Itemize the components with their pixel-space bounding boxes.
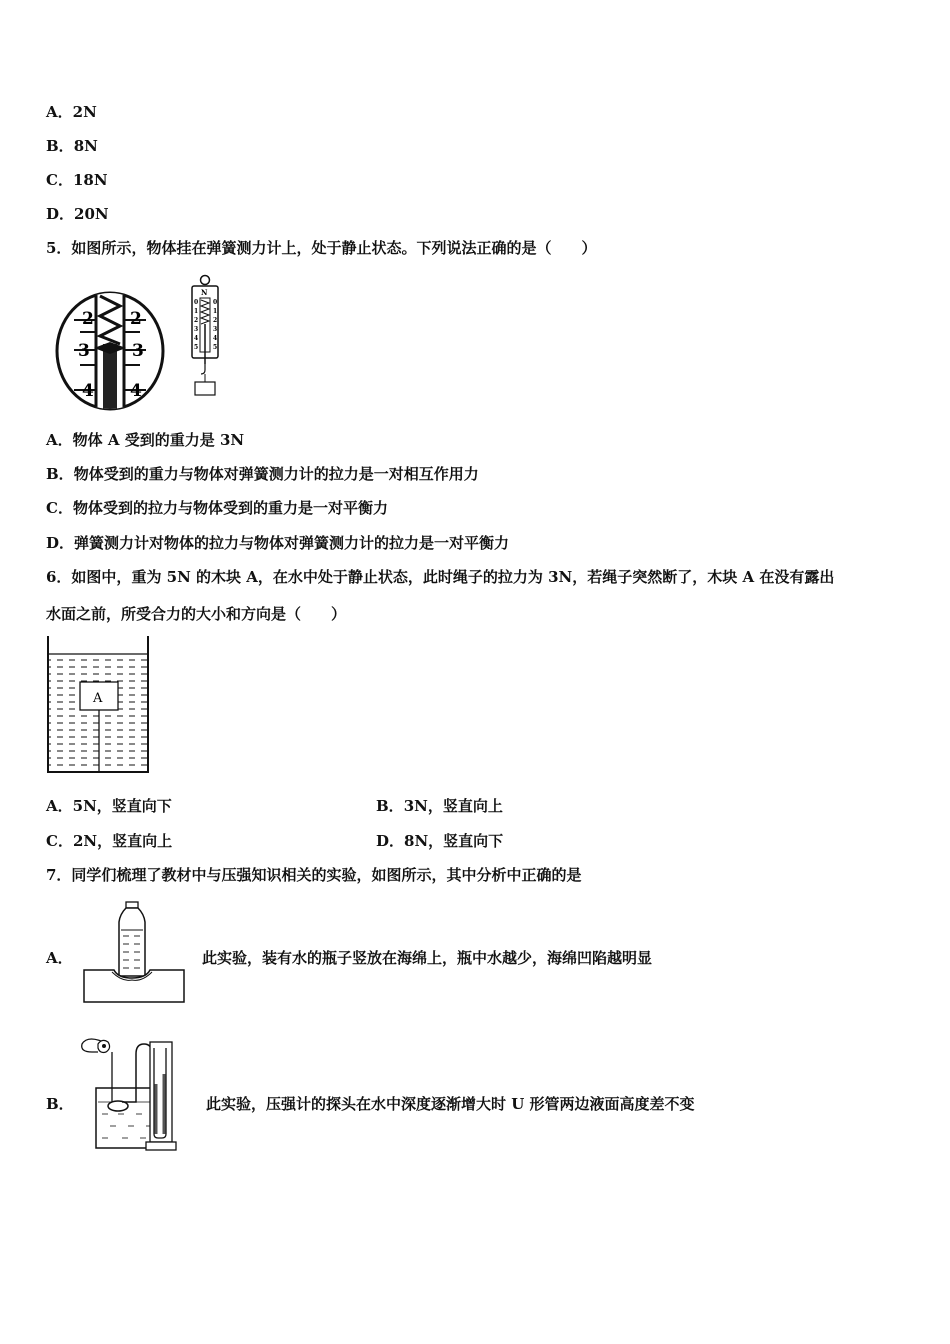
q7-option-b-text: 此实验，压强计的探头在水中深度逐渐增大时 U 形管两边液面高度差不变 (206, 1095, 695, 1113)
q4-option-c: C．18N (46, 171, 108, 189)
block-label: A (93, 691, 103, 706)
svg-text:0: 0 (194, 299, 199, 306)
q6-stem-line1: 6．如图中，重为 5N 的木块 A，在水中处于静止状态，此时绳子的拉力为 3N，若绳子突然断了，木块 A 在没有露出 (46, 568, 835, 586)
zoom-mark: 3 (132, 341, 144, 361)
svg-text:3: 3 (194, 326, 199, 333)
zoom-mark: 4 (82, 381, 94, 401)
q7-stem: 7．同学们梳理了教材中与压强知识相关的实验，如图所示，其中分析中正确的是 (46, 866, 582, 884)
zoom-mark: 2 (130, 309, 142, 329)
svg-text:5: 5 (213, 344, 218, 351)
q7-option-b-label: B． (46, 1095, 74, 1113)
water-tank-figure (44, 636, 152, 776)
zoom-mark: 4 (130, 381, 142, 401)
q5-option-c: C．物体受到的拉力与物体受到的重力是一对平衡力 (46, 499, 388, 517)
q7-option-a-label: A． (46, 949, 73, 967)
pressure-gauge-figure (78, 1030, 184, 1158)
q4-option-a: A．2N (46, 103, 97, 121)
spring-scale-figure (186, 274, 226, 398)
q7-option-a-text: 此实验，装有水的瓶子竖放在海绵上，瓶中水越少，海绵凹陷越明显 (202, 949, 653, 967)
svg-text:4: 4 (194, 335, 199, 342)
svg-text:2: 2 (213, 317, 218, 324)
q5-stem: 5．如图所示，物体挂在弹簧测力计上，处于静止状态。下列说法正确的是（ ） (46, 239, 597, 257)
bottle-on-sponge-figure (82, 900, 188, 1004)
q6-stem-line2: 水面之前，所受合力的大小和方向是（ ） (46, 605, 347, 623)
q5-option-d: D．弹簧测力计对物体的拉力与物体对弹簧测力计的拉力是一对平衡力 (46, 534, 510, 552)
q6-option-d: D．8N，竖直向下 (376, 832, 504, 850)
q5-option-a: A．物体 A 受到的重力是 3N (46, 431, 245, 449)
svg-text:2: 2 (194, 317, 199, 324)
svg-text:0: 0 (213, 299, 218, 306)
spring-scale-zoom-figure (54, 290, 166, 412)
svg-text:3: 3 (213, 326, 218, 333)
hook-letter: N (201, 288, 208, 297)
q6-option-b: B．3N，竖直向上 (376, 797, 503, 815)
q6-option-c: C．2N，竖直向上 (46, 832, 173, 850)
zoom-mark: 3 (78, 341, 90, 361)
svg-text:4: 4 (213, 335, 218, 342)
q5-option-b: B．物体受到的重力与物体对弹簧测力计的拉力是一对相互作用力 (46, 465, 479, 483)
q4-option-b: B．8N (46, 137, 98, 155)
q4-option-d: D．20N (46, 205, 109, 223)
zoom-mark: 2 (82, 309, 94, 329)
svg-text:1: 1 (213, 308, 218, 315)
svg-text:5: 5 (194, 344, 199, 351)
svg-text:1: 1 (194, 308, 199, 315)
q6-option-a: A．5N，竖直向下 (46, 797, 172, 815)
